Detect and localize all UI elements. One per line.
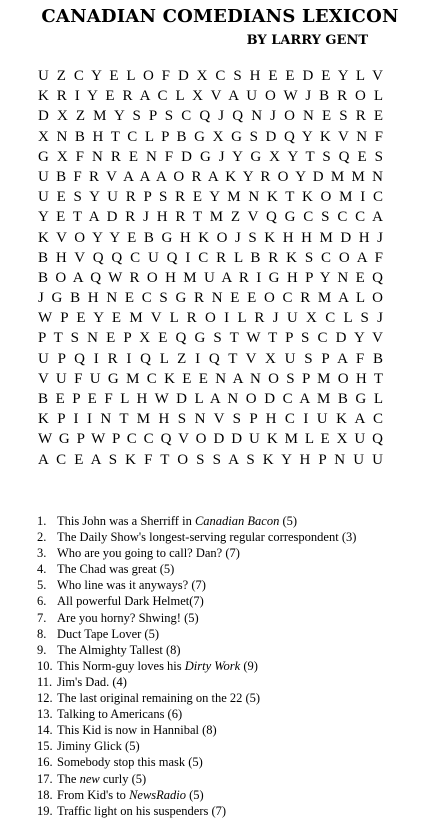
clue-text-part: Who are you going to call? Dan? (7) [57,546,240,561]
grid-row: Y E T A D R J H R T M Z V Q G C S C C A [38,209,383,226]
clue-number: 9. [37,642,47,657]
clue-text-part: curly (5) [99,771,147,786]
clue-number: 19. [37,803,53,818]
clue-item [37,787,437,803]
clue-text [57,787,204,803]
grid-row: B H V Q Q C U Q I C R L B R K S C O A F [38,249,383,266]
clue-text [57,610,199,626]
clue-number: 15. [37,739,53,754]
puzzle-title: CANADIAN COMEDIANS LEXICON [41,6,399,27]
grid-row: B E P E F L H W D L A N O D C A M B G L [38,391,383,407]
clue-text-part: The Chad was great (5) [57,562,175,577]
clue-number: 6. [37,594,47,609]
clue-text [57,626,159,642]
clue-text-part: (9) [240,658,258,673]
clue-text [57,754,203,770]
grid-row: K V O Y Y E B G H K O J S K H H M D H J [38,229,383,246]
clue-item [37,561,437,577]
clue-number: 18. [37,787,53,802]
clue-title-italic: NewsRadio [129,787,187,802]
clue-text-part: (5) [279,514,298,528]
clue-number: 7. [37,610,47,625]
clue-text [57,642,181,658]
grid-row: V U F U G M C K E E N A N O S P M O H T [38,370,383,387]
grid-row: D X Z M Y S P S C Q J Q N J O N E S R E [38,108,383,125]
clue-text-part: Jim's Dad. (4) [57,674,127,689]
grid-row: K R I Y E R A C L X V A U O W J B R O L [38,88,383,105]
clue-text [57,561,174,577]
grid-row: P T S N E P X E Q G S T W T P S C D Y V [38,330,383,347]
clue-text [57,771,146,787]
clue-item [37,529,437,545]
clue-text-part: Are you horny? Shwing! (5) [57,610,199,625]
clue-item [37,690,437,706]
clue-item [37,722,437,738]
clue-title-italic: Dirty Work [184,658,241,673]
grid-row: J G B H N E C S G R N E E O C R M A L O [38,290,383,307]
clue-item [37,658,437,674]
clue-number: 13. [37,707,53,722]
clue-text [57,577,206,593]
clue-text-part: The Daily Show's longest-serving regular correspondent (3) [57,530,357,545]
clue-item [37,706,437,722]
clue-text [57,674,127,690]
clue-number: 8. [37,626,47,641]
clue-text [57,545,240,561]
clue-number: 16. [37,755,53,770]
clue-text-part: Traffic light on his suspenders (7) [57,803,227,818]
clue-item [37,577,437,593]
clue-item [37,593,437,609]
clue-number: 4. [37,562,47,577]
clue-text-part: The [57,771,80,786]
clue-title-italic: new [79,771,100,786]
clue-item [37,545,437,561]
clue-text [57,593,204,609]
word-search-grid [38,66,383,470]
clue-text [57,722,217,738]
clue-item [37,626,437,642]
clue-text [57,690,260,706]
grid-row: W P E Y E M V L R O I L R J U X C L S J [38,310,383,327]
clue-item [37,674,437,690]
grid-row: W G P W P C C Q V O D D U K M L E X U Q [38,431,383,448]
clue-number: 2. [37,530,47,545]
clue-item [37,513,437,529]
clue-text-part: This John was a Sherriff in [57,514,195,528]
clue-item [37,754,437,770]
clue-title-italic: Canadian Bacon [194,514,280,528]
grid-row: K P I I N T M H S N V S P H C I U K A C [38,411,383,428]
clue-item [37,738,437,754]
grid-row: U Z C Y E L O F D X C S H E E D E Y L V [38,68,383,84]
clue-number: 17. [37,771,53,786]
clue-number: 1. [37,514,47,528]
clue-text-part: The last original remaining on the 22 (5) [57,691,261,706]
grid-row: U P Q I R I Q L Z I Q T V X U S P A F B [38,350,383,367]
clue-text [57,706,182,722]
clue-text [57,658,258,674]
grid-row: B O A Q W R O H M U A R I G H P Y N E Q [38,269,383,286]
clue-text [57,738,140,754]
clue-text [57,529,356,545]
clue-number: 12. [37,691,53,706]
clue-text-part: This Kid is now in Hannibal (8) [57,723,217,738]
clue-text-part: (5) [186,787,204,802]
clue-number: 11. [37,674,53,689]
grid-row: U B F R V A A A O R A K Y R O Y D M M N [38,168,383,185]
clue-text-part: This Norm-guy loves his [57,658,185,673]
clue-text-part: Somebody stop this mask (5) [57,755,203,770]
clue-item [37,803,437,819]
clue-text-part: Talking to Americans (6) [57,707,183,722]
grid-row: X N B H T C L P B G X G S D Q Y K V N F [38,128,383,145]
clue-item [37,771,437,787]
clue-text-part: Jiminy Glick (5) [57,739,140,754]
clue-number: 14. [37,723,53,738]
clue-list [37,513,437,819]
clue-number: 5. [37,578,47,593]
clue-item [37,642,437,658]
clue-text [57,803,226,819]
clue-item [37,610,437,626]
grid-row: G X F N R E N F D G J Y G X Y T S Q E S [38,148,383,165]
clue-number: 3. [37,546,47,561]
grid-row: U E S Y U R P S R E Y M N K T K O M I C [38,189,383,206]
clue-text-part: All powerful Dark Helmet(7) [57,594,204,609]
clue-text-part: The Almighty Tallest (8) [57,642,181,657]
author-byline: BY LARRY GENT [246,33,368,48]
clue-text [57,513,297,529]
grid-row: A C E A S K F T O S S A S K Y H P N U U [38,451,383,468]
clue-number: 10. [37,658,53,673]
clue-text-part: Duct Tape Lover (5) [57,626,159,641]
clue-text-part: Who line was it anyways? (7) [57,578,206,593]
clue-text-part: From Kid's to [57,787,130,802]
